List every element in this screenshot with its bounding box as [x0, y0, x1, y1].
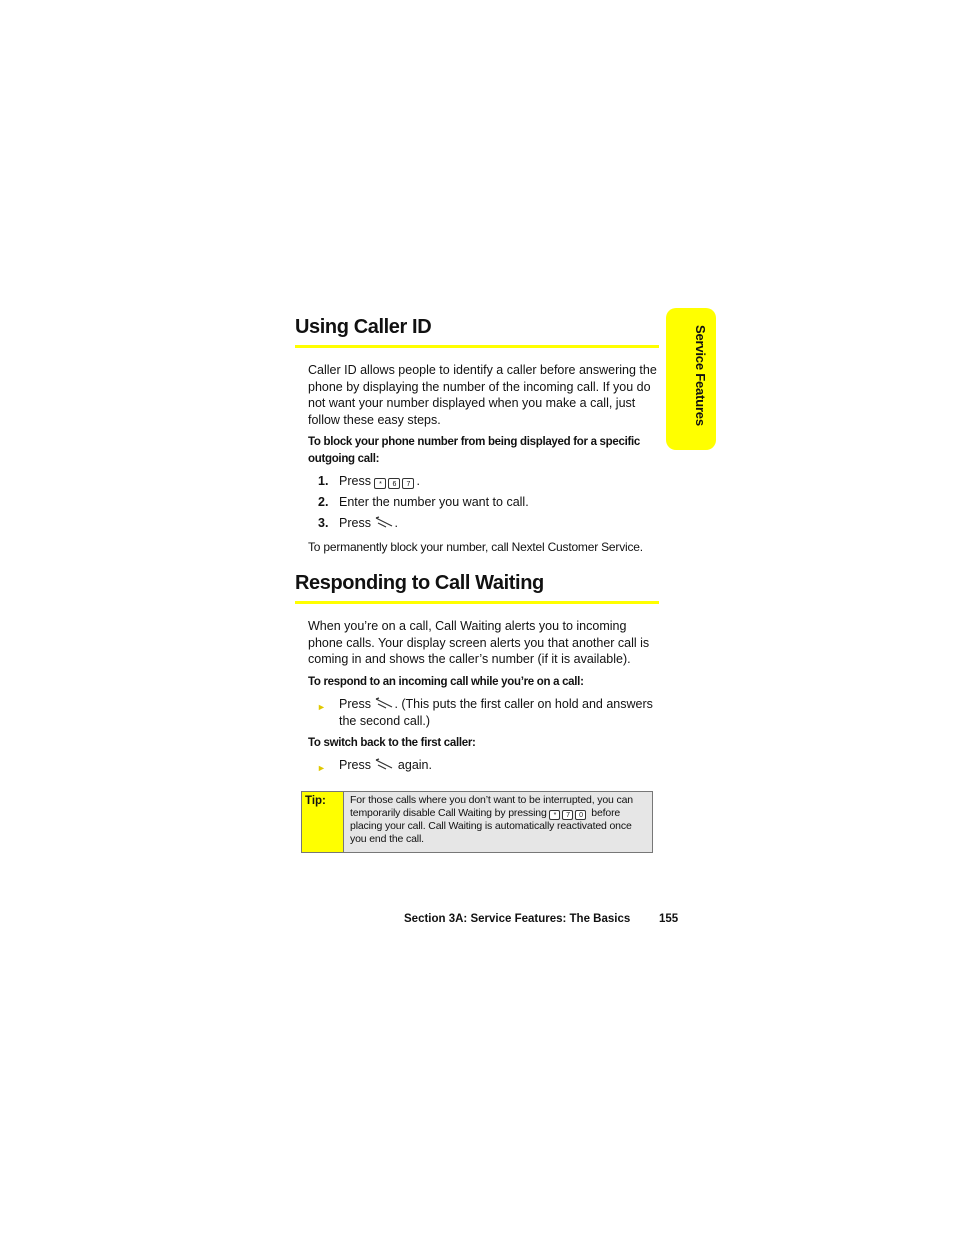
send-key-icon: [374, 758, 394, 770]
title-rule: [295, 601, 659, 604]
seven-key-icon: 7: [562, 810, 573, 820]
switch-bullet: ► Press again.: [308, 757, 660, 777]
step-text: Press: [339, 516, 371, 530]
star-key-icon: *: [549, 810, 560, 820]
step-3: 3. Press .: [308, 515, 658, 532]
send-key-icon: [374, 697, 394, 709]
step-text: Press: [339, 474, 371, 488]
title-rule: [295, 345, 659, 348]
call-waiting-instruction-respond: To respond to an incoming call while you’re on a call:: [308, 676, 584, 688]
footer-section: Section 3A: Service Features: The Basics: [404, 913, 631, 925]
call-waiting-instruction-switch: To switch back to the first caller:: [308, 737, 476, 749]
tip-box: [301, 791, 653, 853]
step-number: 2.: [318, 495, 329, 509]
star-key-icon: *: [374, 478, 386, 489]
call-waiting-intro: When you’re on a call, Call Waiting alerts you to incoming phone calls. Your display screen alerts you that another call is coming in and shows the caller’s number (if it is available).: [308, 619, 650, 666]
caller-id-intro: Caller ID allows people to identify a caller before answering the phone by displaying the number of the incoming call. If you do not want your number displayed when you make a call, just follow these easy steps.: [308, 363, 657, 427]
step-text: Enter the number you want to call.: [339, 495, 529, 509]
zero-key-icon: 0: [575, 810, 586, 820]
section-title-caller-id: Using Caller ID: [295, 316, 432, 338]
step-1: 1. Press * 6 7 .: [308, 473, 658, 490]
seven-key-icon: 7: [402, 478, 414, 489]
caller-id-steps: [308, 473, 658, 532]
page-number: 155: [659, 913, 679, 925]
respond-bullet: ► Press . (This puts the first caller on hold and answers the second call.): [308, 696, 660, 729]
send-key-icon: [374, 516, 394, 528]
section-title-call-waiting: Responding to Call Waiting: [295, 572, 544, 594]
caller-id-note: To permanently block your number, call Nextel Customer Service.: [308, 540, 643, 554]
tip-label: Tip:: [302, 792, 344, 852]
bullet-arrow-icon: ►: [317, 763, 326, 773]
bullet-arrow-icon: ►: [317, 702, 326, 712]
step-2: [308, 494, 658, 511]
six-key-icon: 6: [388, 478, 400, 489]
section-side-tab: [666, 308, 716, 450]
caller-id-instruction: To block your phone number from being displayed for a specific outgoing call:: [308, 436, 640, 465]
step-number: 1.: [318, 474, 329, 488]
tip-text: For those calls where you don’t want to be interrupted, you can temporarily disable Call Waiting by pressing * 7 0 before placing your call. Call Waiting is automatically reactivated once you end the call.: [350, 794, 633, 845]
side-tab-label: Service Features: [693, 325, 708, 426]
step-number: 3.: [318, 516, 329, 530]
